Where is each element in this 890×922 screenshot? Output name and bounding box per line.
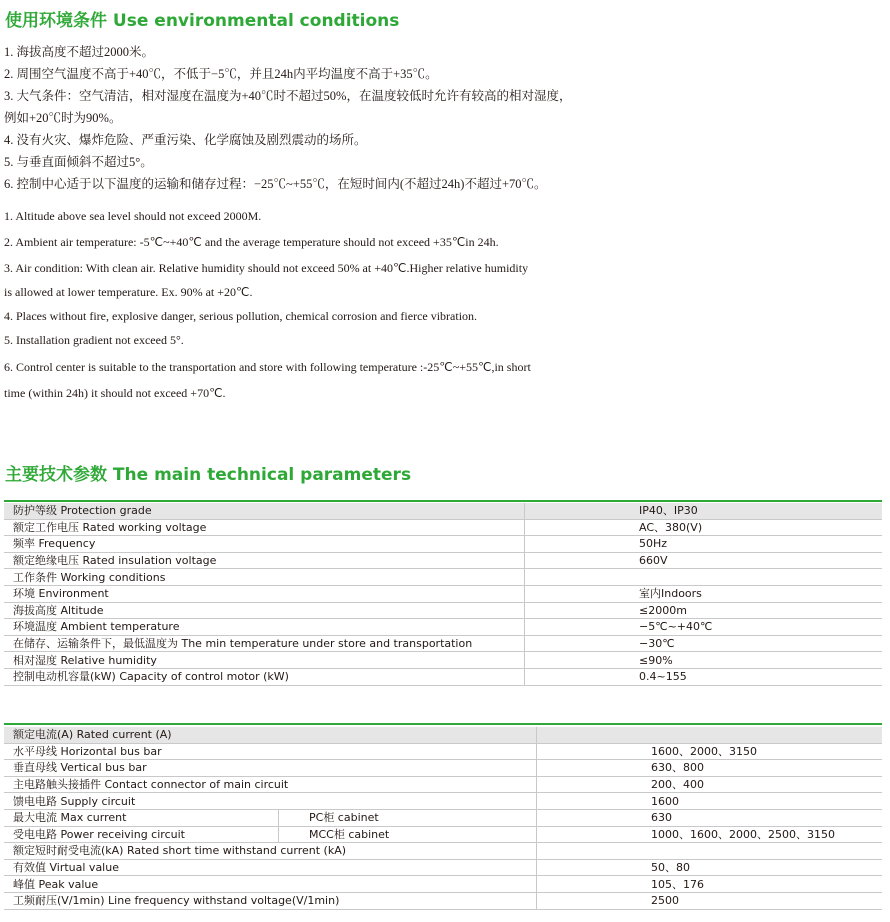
params-rule-middle xyxy=(4,723,882,725)
env-cn-line: 5. 与垂直面倾斜不超过5°。 xyxy=(4,155,153,169)
env-en-line: 6. Control center is suitable to the transportation and store with following temperature :-25℃~+55℃,in short xyxy=(4,360,531,374)
table-row: 峰值 Peak value 105、176 xyxy=(4,876,882,893)
table-row: 有效值 Virtual value 50、80 xyxy=(4,859,882,876)
env-en-line: 2. Ambient air temperature: -5℃~+40℃ and the average temperature should not exceed +35℃in 24h. xyxy=(4,235,499,249)
table-row: 馈电电路 Supply circuit 1600 xyxy=(4,793,882,810)
env-cn-line: 3. 大气条件：空气清洁，相对湿度在温度为+40℃时不超过50%，在温度较低时允许有较高的相对湿度， xyxy=(4,89,572,103)
env-cn-line: 2. 周围空气温度不高于+40℃，不低于−5℃，并且24h内平均温度不高于+35℃。 xyxy=(4,67,438,81)
table-row: 环境 Environment 室内Indoors xyxy=(4,585,882,602)
env-en-line: 5. Installation gradient not exceed 5°. xyxy=(4,333,184,347)
table-row: 主电路触头接插件 Contact connector of main circuit 200、400 xyxy=(4,776,882,793)
env-cn-line: 6. 控制中心适于以下温度的运输和储存过程：−25℃~+55℃，在短时间内(不超过24h)不超过+70℃。 xyxy=(4,177,547,191)
env-en-line: time (within 24h) it should not exceed +70℃. xyxy=(4,386,226,400)
table-row: 水平母线 Horizontal bus bar 1600、2000、3150 xyxy=(4,743,882,760)
table-row: 防护等级 Protection grade IP40、IP30 xyxy=(4,503,882,519)
env-cn-line: 1. 海拔高度不超过2000米。 xyxy=(4,45,155,59)
env-en-line: is allowed at lower temperature. Ex. 90% at +20℃. xyxy=(4,285,253,299)
table-row: 控制电动机容量(kW) Capacity of control motor (kW) 0.4~155 xyxy=(4,668,882,685)
table-row: 海拔高度 Altitude ≤2000m xyxy=(4,602,882,619)
params-table-current xyxy=(4,727,882,910)
params-section-title: 主要技术参数 The main technical parameters xyxy=(5,465,412,485)
table-row: 环境温度 Ambient temperature −5℃~+40℃ xyxy=(4,619,882,636)
table-row: 额定工作电压 Rated working voltage AC、380(V) xyxy=(4,519,882,536)
env-cn-line: 例如+20℃时为90%。 xyxy=(4,111,122,125)
table-row: 最大电流 Max current PC柜 cabinet 630 xyxy=(4,809,882,826)
table-row: 频率 Frequency 50Hz xyxy=(4,536,882,553)
params-table-general xyxy=(4,503,882,686)
table-row: 额定电流(A) Rated current (A) xyxy=(4,727,882,743)
env-en-line: 3. Air condition: With clean air. Relative humidity should not exceed 50% at +40℃.Higher relative humidity xyxy=(4,261,529,275)
params-rule-top xyxy=(4,500,882,502)
table-row: 工作条件 Working conditions xyxy=(4,569,882,586)
table-row: 工频耐压(V/1min) Line frequency withstand voltage(V/1min) 2500 xyxy=(4,892,882,909)
env-en-line: 1. Altitude above sea level should not exceed 2000M. xyxy=(4,209,262,223)
table-row: 在储存、运输条件下，最低温度为 The min temperature under store and transportation −30℃ xyxy=(4,635,882,652)
env-section-title: 使用环境条件 Use environmental conditions xyxy=(5,11,400,31)
table-row: 垂直母线 Vertical bus bar 630、800 xyxy=(4,760,882,777)
table-row: 相对湿度 Relative humidity ≤90% xyxy=(4,652,882,669)
env-en-line: 4. Places without fire, explosive danger, serious pollution, chemical corrosion and fierce vibration. xyxy=(4,309,478,323)
table-row: 受电电路 Power receiving circuit MCC柜 cabinet 1000、1600、2000、2500、3150 xyxy=(4,826,882,843)
table-row: 额定绝缘电压 Rated insulation voltage 660V xyxy=(4,552,882,569)
env-cn-line: 4. 没有火灾、爆炸危险、严重污染、化学腐蚀及剧烈震动的场所。 xyxy=(4,133,367,147)
table-row: 额定短时耐受电流(kA) Rated short time withstand current (kA) xyxy=(4,843,882,860)
